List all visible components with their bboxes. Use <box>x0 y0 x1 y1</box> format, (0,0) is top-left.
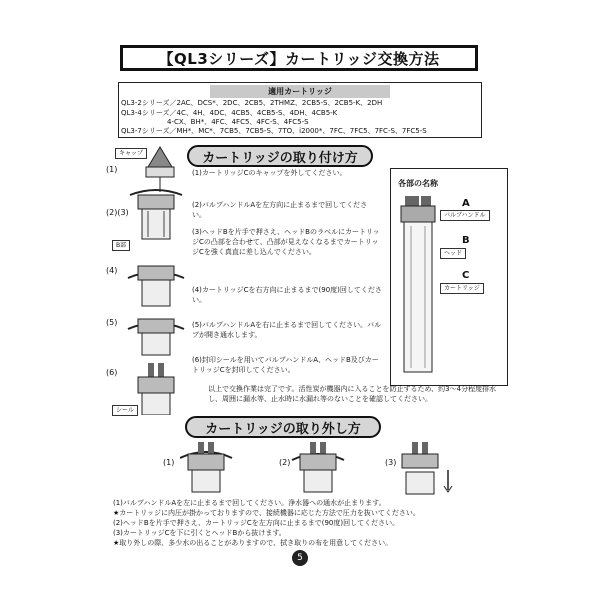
seal-label: シール <box>112 405 138 416</box>
page-title: 【QL3シリーズ】カートリッジ交換方法 <box>120 45 478 71</box>
cap-label: キャップ <box>115 148 147 159</box>
parts-illustration <box>395 192 445 382</box>
install-fig-4 <box>128 266 184 306</box>
part-name-b: ヘッド <box>440 248 466 259</box>
removal-note-4: (3)カートリッジCを下に引くとヘッドBから抜けます。 <box>113 529 286 537</box>
install-step-4: (4)カートリッジCを右方向に止まるまで(90度)回してください。 <box>192 286 382 304</box>
removal-fig-1 <box>180 442 232 492</box>
part-letter-a: A <box>462 198 470 209</box>
removal-fig-no-3: (3) <box>385 458 397 467</box>
install-complete-note: 以上で交換作業は完了です。活性炭が機器内に入ることを防止するため、約3～4分程度排水し、周囲に漏水等、止水時に水漏れ等のないことを確認してください。 <box>208 385 497 403</box>
parts-title: 各部の名称 <box>398 179 438 188</box>
compat-line-3: 4-CX、BH*、4FC、4FC5、4FC-S、4FC5-S <box>167 118 309 126</box>
removal-fig-no-2: (2) <box>279 458 291 467</box>
install-heading: カートリッジの取り付け方 <box>187 145 373 167</box>
removal-note-5: ★取り外しの際、多少水の出ることがありますので、拭き取りの布を用意してください。 <box>113 539 393 547</box>
step-no-2: (2)(3) <box>106 208 129 217</box>
install-step-1: (1)カートリッジCのキャップを外してください。 <box>192 169 347 177</box>
install-fig-6 <box>138 363 174 415</box>
compat-line-2: QL3-4シリーズ／4C、4H、4DC、4CB5、4CB5-S、4DH、4CB5-K <box>121 109 338 117</box>
step-no-6: (6) <box>106 368 118 377</box>
page-number: 5 <box>292 550 308 566</box>
install-fig-1 <box>146 147 174 192</box>
install-step-2: (2)バルブハンドルAを左方向に止まるまで回してください。 <box>192 201 368 219</box>
compat-line-1: QL3-2シリーズ／2AC、DCS*、2DC、2CB5、2THMZ、2CB5-S、2CB5-K、2DH <box>121 99 383 107</box>
install-fig-2 <box>130 190 182 239</box>
part-letter-c: C <box>462 270 470 281</box>
step-no-5: (5) <box>106 318 118 327</box>
removal-note-2: ★カートリッジに内圧が掛かっておりますので、接続機器に応じた方法で圧力を抜いてください。 <box>113 509 420 517</box>
head-b-label: B部 <box>112 240 130 251</box>
install-step-3: (3)ヘッドBを片手で押さえ、ヘッドBのラベルにカートリッジCの凸部を合わせて、凸部が見えなくなるまでカートリッジCを強く真直に差し込んでください。 <box>192 228 380 256</box>
removal-illustrations <box>180 440 460 496</box>
removal-note-1: (1)バルブハンドルAを左に止まるまで回してください。浄水器への通水が止まります。 <box>113 499 386 507</box>
removal-fig-2 <box>292 442 344 492</box>
removal-heading: カートリッジの取り外し方 <box>185 416 381 438</box>
part-letter-b: B <box>462 235 470 246</box>
install-fig-5 <box>128 319 184 355</box>
compatible-heading: 適用カートリッジ <box>210 85 390 98</box>
step-no-1: (1) <box>106 165 118 174</box>
part-name-c: カートリッジ <box>440 283 484 294</box>
part-name-a: バルブハンドル <box>440 210 490 221</box>
compat-line-4: QL3-7シリーズ／MH*、MC*、7CB5、7CB5-S、7TO、i2000*、7FC、7FC5、7FC-S、7FC5-S <box>121 127 427 135</box>
removal-note-3: (2)ヘッドBを片手で押さえ、カートリッジCを左方向に止まるまで(90度)回してください。 <box>113 519 400 527</box>
install-step-6: (6)封印シールを用いてバルブハンドルA、ヘッドB及びカートリッジCを封印してください。 <box>192 356 379 374</box>
removal-fig-3 <box>402 442 452 494</box>
install-step-5: (5)バルブハンドルAを右に止まるまで回してください。バルブが開き通水します。 <box>192 321 382 339</box>
removal-fig-no-1: (1) <box>163 458 175 467</box>
step-no-4: (4) <box>106 266 118 275</box>
